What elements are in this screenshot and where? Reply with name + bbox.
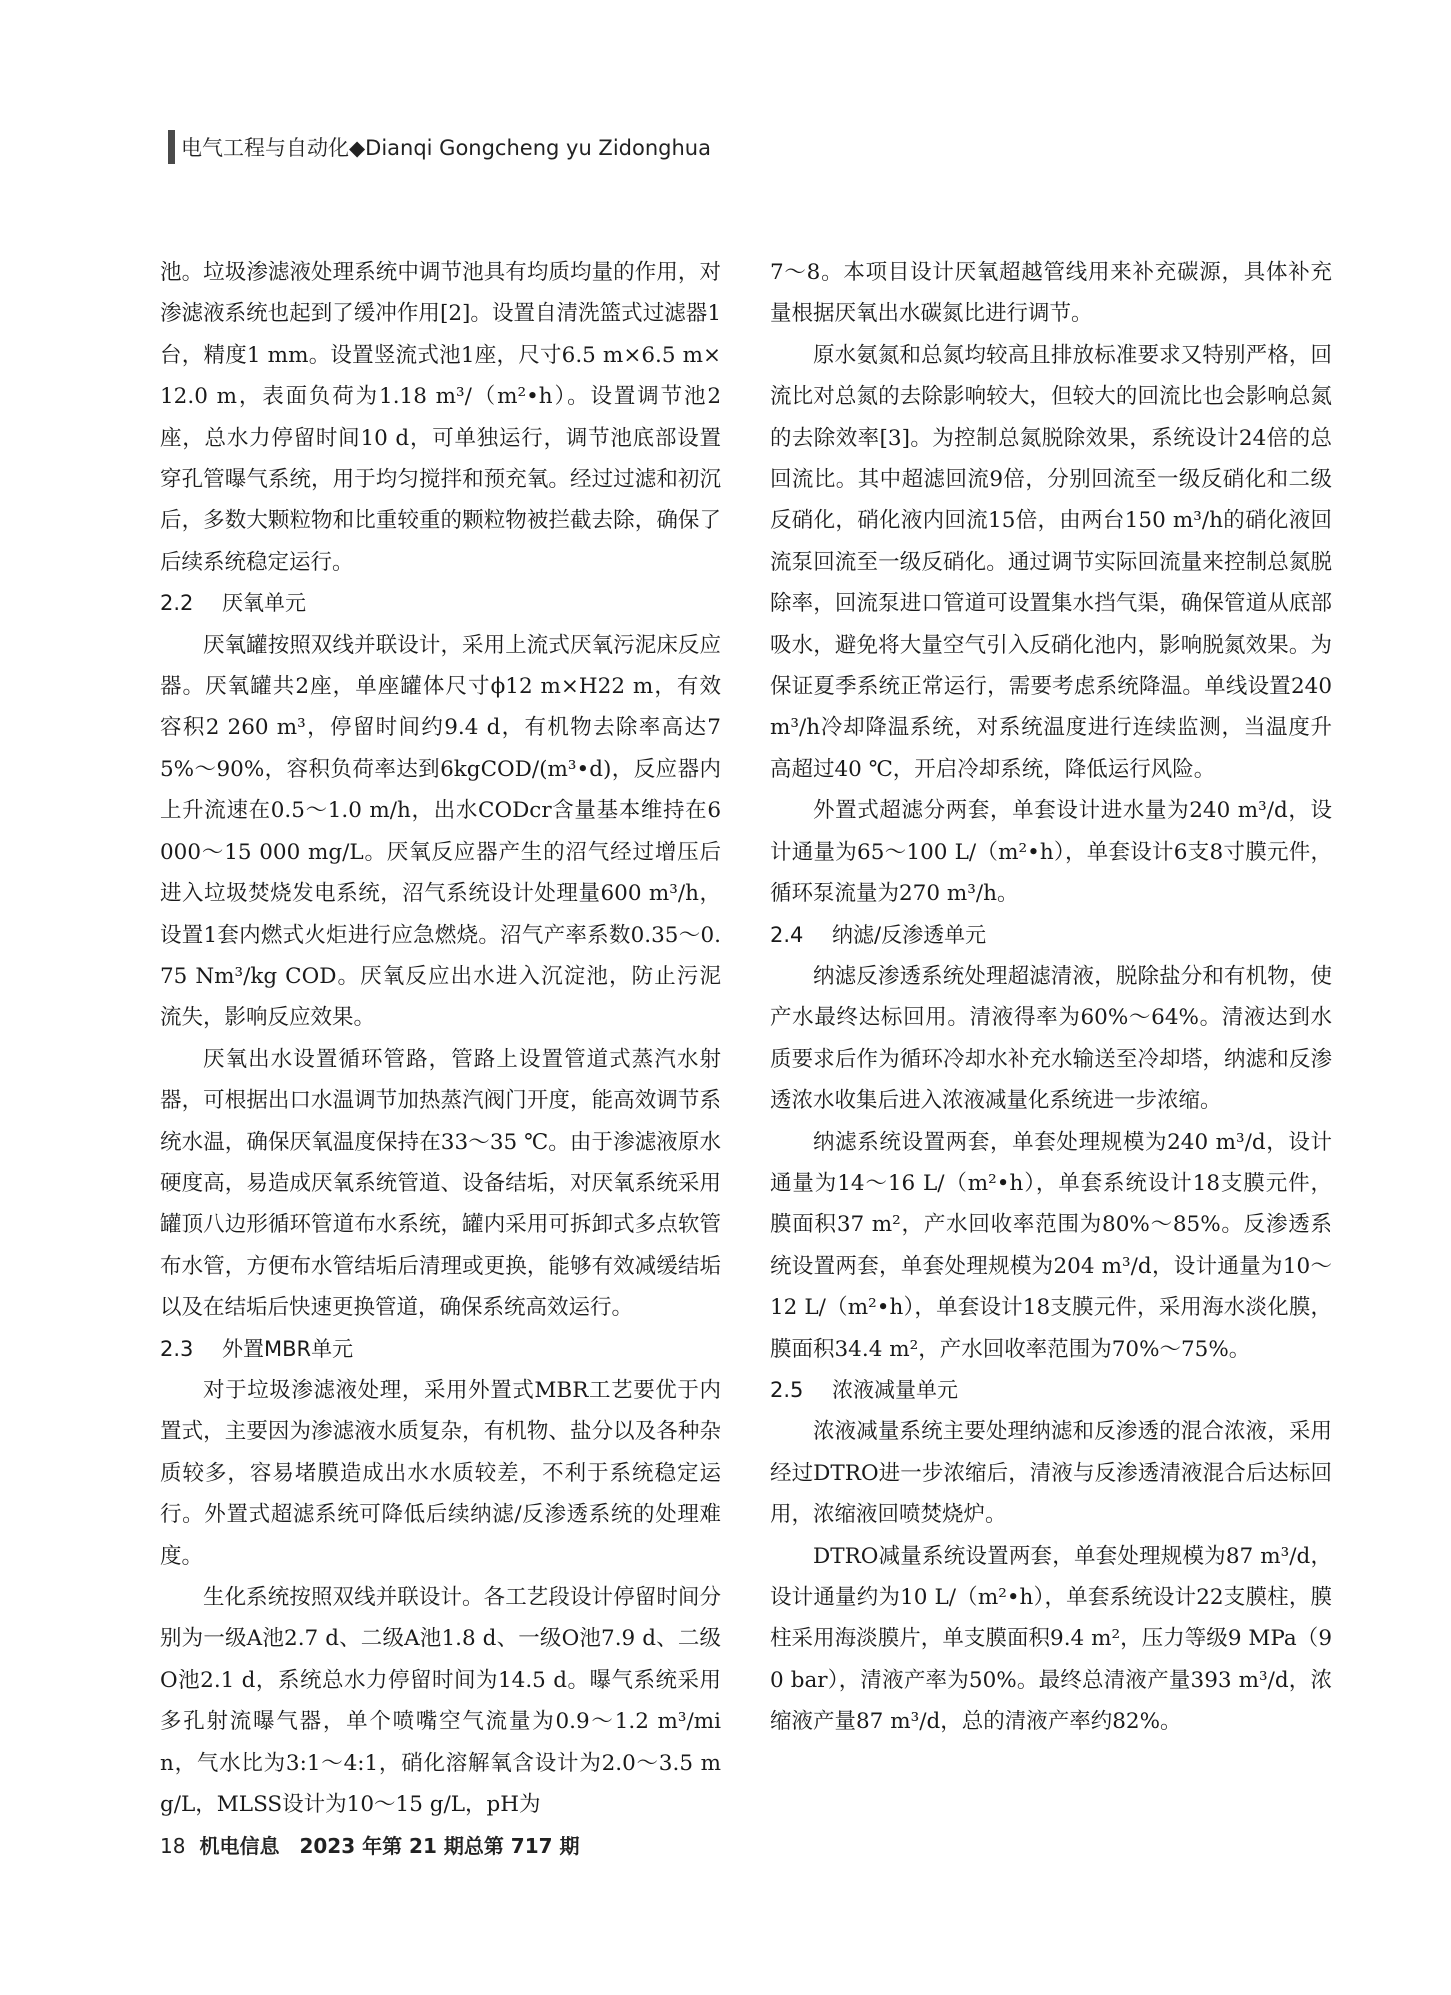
section-heading-2-5 xyxy=(770,1370,1332,1411)
paragraph: 浓液减量系统主要处理纳滤和反渗透的混合浓液，采用经过DTRO进一步浓缩后，清液与反渗透清液混合后达标回用，浓缩液回喷焚烧炉。 xyxy=(770,1419,1332,1528)
header-bar xyxy=(168,130,175,164)
section-title: 厌氧单元 xyxy=(222,591,306,616)
section-heading-2-2 xyxy=(160,583,721,624)
paragraph: 池。垃圾渗滤液处理系统中调节池具有均质均量的作用，对渗滤液系统也起到了缓冲作用[2]。设置自清洗篮式过滤器1台，精度1 mm。设置竖流式池1座，尺寸6.5 m×6.5 m×12.0 m，表面负荷为1.18 m³/（m²•h）。设置调节池2座，总水力停留时间10 d，可单独运行，调节池底部设置穿孔管曝气系统，用于均匀搅拌和预充氧。经过过滤和初沉后，多数大颗粒物和比重较重的颗粒物被拦截去除，确保了后续系统稳定运行。 xyxy=(160,260,721,575)
running-header xyxy=(168,130,711,164)
section-title: 浓液减量单元 xyxy=(832,1377,958,1402)
paragraph: 纳滤系统设置两套，单套处理规模为240 m³/d，设计通量为14～16 L/（m²•h），单套系统设计18支膜元件，膜面积37 m²，产水回收率范围为80%～85%。反渗透系统设置两套，单套处理规模为204 m³/d，设计通量为10～12 L/（m²•h），单套设计18支膜元件，采用海水淡化膜，膜面积34.4 m²，产水回收率范围为70%～75%。 xyxy=(770,1129,1332,1362)
section-number: 2.4 xyxy=(770,922,804,947)
paragraph: 对于垃圾渗滤液处理，采用外置式MBR工艺要优于内置式，主要因为渗滤液水质复杂，有机物、盐分以及各种杂质较多，容易堵膜造成出水水质较差，不利于系统稳定运行。外置式超滤系统可降低后续纳滤/反渗透系统的处理难度。 xyxy=(160,1377,721,1569)
section-number: 2.5 xyxy=(770,1377,804,1402)
right-column xyxy=(770,252,1332,1743)
paragraph: 生化系统按照双线并联设计。各工艺段设计停留时间分别为一级A池2.7 d、二级A池1.8 d、一级O池7.9 d、二级O池2.1 d，系统总水力停留时间为14.5 d。曝气系统采用多孔射流曝气器，单个喷嘴空气流量为0.9～1.2 m³/min，气水比为3:1～4:1，硝化溶解氧含设计为2.0～3.5 mg/L，MLSS设计为10～15 g/L，pH为 xyxy=(160,1585,721,1818)
section-title: 外置MBR单元 xyxy=(222,1336,354,1361)
paragraph: 7～8。本项目设计厌氧超越管线用来补充碳源，具体补充量根据厌氧出水碳氮比进行调节。 xyxy=(770,260,1332,327)
issue-info: 机电信息 2023 年第 21 期总第 717 期 xyxy=(199,1834,580,1858)
section-number: 2.3 xyxy=(160,1336,194,1361)
paragraph: 厌氧出水设置循环管路，管路上设置管道式蒸汽水射器，可根据出口水温调节加热蒸汽阀门开度，能高效调节系统水温，确保厌氧温度保持在33～35 ℃。由于渗滤液原水硬度高，易造成厌氧系统管道、设备结垢，对厌氧系统采用罐顶八边形循环管道布水系统，罐内采用可拆卸式多点软管布水管，方便布水管结垢后清理或更换，能够有效减缓结垢以及在结垢后快速更换管道，确保系统高效运行。 xyxy=(160,1046,721,1321)
section-title: 纳滤/反渗透单元 xyxy=(832,922,987,947)
page-footer xyxy=(160,1830,580,1859)
section-heading-2-4 xyxy=(770,915,1332,956)
section-heading-2-3 xyxy=(160,1329,721,1370)
paragraph: 纳滤反渗透系统处理超滤清液，脱除盐分和有机物，使产水最终达标回用。清液得率为60%～64%。清液达到水质要求后作为循环冷却水补充水输送至冷却塔，纳滤和反渗透浓水收集后进入浓液减量化系统进一步浓缩。 xyxy=(770,963,1332,1114)
paragraph: 外置式超滤分两套，单套设计进水量为240 m³/d，设计通量为65～100 L/（m²•h），单套设计6支8寸膜元件，循环泵流量为270 m³/h。 xyxy=(770,798,1332,907)
left-column xyxy=(160,252,721,1825)
paragraph: 原水氨氮和总氮均较高且排放标准要求又特别严格，回流比对总氮的去除影响较大，但较大的回流比也会影响总氮的去除效率[3]。为控制总氮脱除效果，系统设计24倍的总回流比。其中超滤回流9倍，分别回流至一级反硝化和二级反硝化，硝化液内回流15倍，由两台150 m³/h的硝化液回流泵回流至一级反硝化。通过调节实际回流量来控制总氮脱除率，回流泵进口管道可设置集水挡气渠，确保管道从底部吸水，避免将大量空气引入反硝化池内，影响脱氮效果。为保证夏季系统正常运行，需要考虑系统降温。单线设置240 m³/h冷却降温系统，对系统温度进行连续监测，当温度升高超过40 ℃，开启冷却系统，降低运行风险。 xyxy=(770,342,1332,782)
section-number: 2.2 xyxy=(160,591,194,616)
paragraph: 厌氧罐按照双线并联设计，采用上流式厌氧污泥床反应器。厌氧罐共2座，单座罐体尺寸ϕ12 m×H22 m，有效容积2 260 m³，停留时间约9.4 d，有机物去除率高达75%～90%，容积负荷率达到6kgCOD/(m³•d)，反应器内上升流速在0.5～1.0 m/h，出水CODcr含量基本维持在6 000～15 000 mg/L。厌氧反应器产生的沼气经过增压后进入垃圾焚烧发电系统，沼气系统设计处理量600 m³/h，设置1套内燃式火炬进行应急燃烧。沼气产率系数0.35～0.75 Nm³/kg COD。厌氧反应出水进入沉淀池，防止污泥流失，影响反应效果。 xyxy=(160,632,721,1031)
page-number: 18 xyxy=(160,1834,186,1858)
paragraph: DTRO减量系统设置两套，单套处理规模为87 m³/d，设计通量约为10 L/（m²•h），单套系统设计22支膜柱，膜柱采用海淡膜片，单支膜面积9.4 m²，压力等级9 MPa（90 bar），清液产率为50%。最终总清液产量393 m³/d，浓缩液产量87 m³/d，总的清液产率约82%。 xyxy=(770,1543,1332,1735)
journal-title: 电气工程与自动化◆Dianqi Gongcheng yu Zidonghua xyxy=(181,136,711,160)
